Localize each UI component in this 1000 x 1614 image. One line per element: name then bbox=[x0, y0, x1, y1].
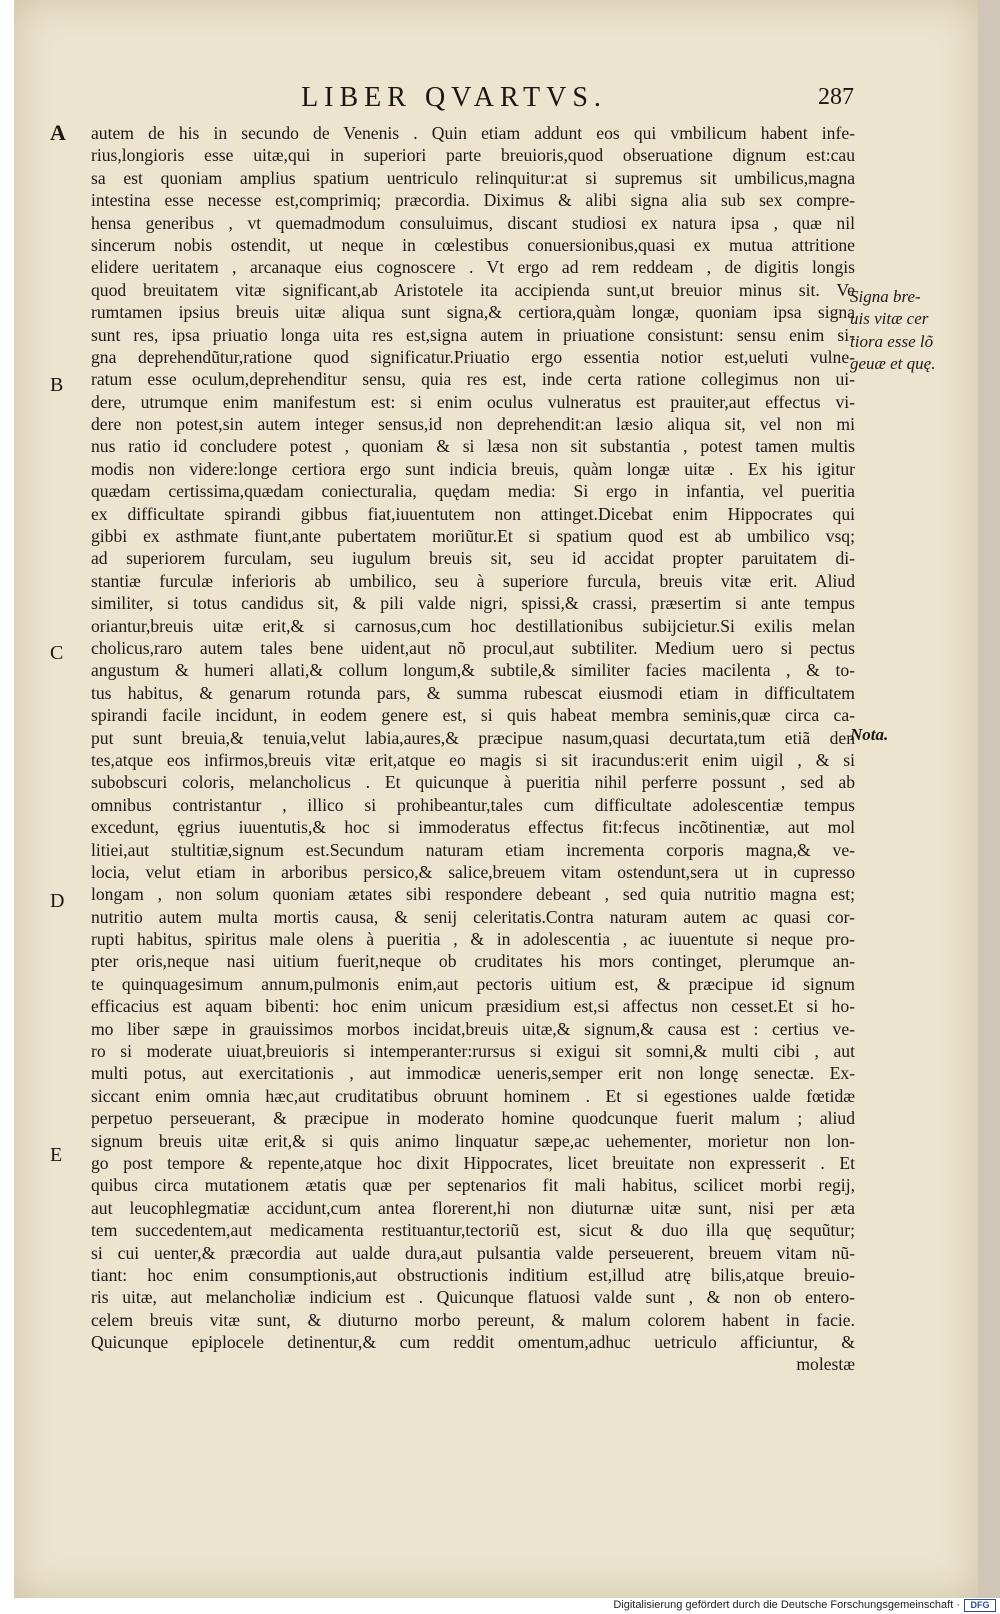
book-page bbox=[14, 0, 978, 1598]
text-line: Quicunque epiplocele detinentur,& cum reddit omentum,adhuc uetriculo afficiuntur, & bbox=[91, 1332, 855, 1353]
text-line: put sunt breuia,& tenuia,velut labia,aures,& præcipue nasum,quasi decurtata,tum etiã den bbox=[91, 727, 855, 748]
dfg-logo: DFG bbox=[964, 1599, 996, 1612]
text-line: autem de his in secundo de Venenis . Quin etiam addunt eos qui vmbilicum habent infe- bbox=[91, 123, 855, 143]
text-line: elidere ueritatem , arcanaque eius cognoscere . Vt ergo ad rem reddeam , de digitis longis bbox=[91, 257, 855, 278]
text-line: quædam certissima,quædam coniecturalia, quędam media: Si ergo in infantia, vel pueritia bbox=[91, 481, 855, 502]
marginal-line: uis vitæ cer bbox=[850, 309, 929, 329]
text-line: molestæ bbox=[796, 1354, 855, 1375]
text-line: stantiæ furculæ inferioris ab umbilico, seu à superiore furcula, breuis vitæ erit. Aliud bbox=[91, 570, 855, 591]
text-line: ad superiorem furculam, seu iugulum breuis sit, seu id accidat propter paruitatem di- bbox=[91, 548, 855, 569]
text-line: ratum esse oculum,deprehenditur sensu, quia res est, inde certa ratione collegimus non ui- bbox=[91, 369, 855, 390]
running-head bbox=[14, 82, 978, 122]
page-number: 287 bbox=[818, 84, 854, 110]
page-edge bbox=[978, 0, 1000, 1598]
text-line: tus habitus, & genarum rotunda pars, & summa rubescat eiusmodi etiam in difficultatem bbox=[91, 682, 855, 703]
section-letter-c: C bbox=[50, 642, 64, 664]
text-line: ex difficultate spirandi gibbus fiat,iuuentutem non attinget.Dicebat enim Hippocrates qui bbox=[91, 503, 855, 524]
text-line: tem succedentem,aut medicamenta restituantur,tectoriũ est, sicut & duo illa quę sequũtur; bbox=[91, 1220, 855, 1241]
section-letter-e: E bbox=[50, 1144, 63, 1166]
text-line: oriantur,breuis uitæ erit,& si carnosus,cum hoc destillationibus subijcietur.Si exilis melan bbox=[91, 615, 855, 636]
text-line: dere non potest,sin autem integer sensus,id non deprehendit:an læsio aliqua sit, vel non mi bbox=[91, 414, 855, 435]
text-line: gibbi ex asthmate fiunt,ante pubertatem moriũtur.Et si spatium quod est ab umbilico vsq; bbox=[91, 526, 855, 547]
running-head-title: LIBER QVARTVS. bbox=[301, 82, 607, 113]
text-line: quibus circa mutationem ætatis quæ per septenarios fit mali habitus, scilicet morbi regij, bbox=[91, 1175, 855, 1196]
text-line: tes,atque eos infirmos,breuis vitæ erit,atque eo magis si sit iracundus:erit enim uigil , & si bbox=[91, 749, 855, 770]
text-line: pter oris,neque nasi uitium fuerit,neque ob cruditates his mors continget, plerumque an- bbox=[91, 951, 855, 972]
text-line: subobscuri coloris, melancholicus . Et quicunque à pueritia nihil perferre possunt , sed ab bbox=[91, 772, 855, 793]
text-line: siccant enim omnia hæc,aut cruditatibus obruunt hominem . Et si egestiones ualde fœtidæ bbox=[91, 1085, 855, 1106]
text-line: litiei,aut stultitiæ,signum est.Secundum naturam etiam incrementa corporis magna,& ve- bbox=[91, 839, 855, 860]
text-line: nus ratio id concludere potest , quoniam & si læsa non sit substantia , potest tamen multis bbox=[91, 436, 855, 457]
text-line: aut leucophlegmatiæ accidunt,cum antea florerent,hi non diuturnæ uitæ sunt, nisi per æta bbox=[91, 1197, 855, 1218]
marginal-line: Nota. bbox=[850, 725, 889, 744]
marginal-note-signa bbox=[850, 286, 974, 376]
text-line: longam , non solum quoniam ætates sibi respondere debeant , sed quia nutritio magna est; bbox=[91, 884, 855, 905]
text-line: go post tempore & repente,atque hoc dixit Hippocrates, licet breuitate non expresserit . Et bbox=[91, 1152, 855, 1173]
marginal-line: geuæ et quę. bbox=[850, 354, 936, 374]
text-line: sincerum nobis ostendit, ut neque in cœlestibus conuersionibus,quasi ex mutua attritione bbox=[91, 234, 855, 255]
text-line: celem breuis vitæ sunt, & diuturno morbo pereunt, & malum colorem habent in facie. bbox=[91, 1309, 855, 1330]
text-line: spirandi facile incidunt, in eodem genere est, si quis habeat membra seminis,quæ circa ca- bbox=[91, 705, 855, 726]
marginal-note-nota bbox=[850, 724, 974, 746]
text-line: excedunt, ęgrius iuuentutis,& hoc si immoderatus effectus fit:fecus incõtinentiæ, aut mol bbox=[91, 817, 855, 838]
text-line: te quinquagesimum annum,pulmonis enim,aut pectoris uitium est, & præcipue id signum bbox=[91, 973, 855, 994]
body-text bbox=[91, 122, 855, 1376]
text-line: nutritio autem multa mortis causa, & senij celeritatis.Contra naturam autem ac quasi cor- bbox=[91, 906, 855, 927]
section-letter-d: D bbox=[50, 890, 65, 912]
text-line: sunt res, ipsa priuatio longa uita res est,signa autem in priuatione consistunt: sensu enim si- bbox=[91, 324, 855, 345]
text-line: locia, velut etiam in arboribus persico,& salice,breuem vitam ostendunt,sera ut in cupresso bbox=[91, 861, 855, 882]
text-line: ris uitæ, aut melancholiæ indicium est . Quicunque flatuosi valde sunt , & non ob entero- bbox=[91, 1287, 855, 1308]
text-line: rupti habitus, spiritus male olens à pueritia , & in adolescentia , ac iuuentute si neque pro- bbox=[91, 929, 855, 950]
text-line: omnibus contristantur , illico si prohibeantur,tales cum difficultate adolescentiæ tempus bbox=[91, 794, 855, 815]
text-line: efficacius est aquam bibenti: hoc enim unicum præsidium est,si affectus non cesset.Et si ho- bbox=[91, 996, 855, 1017]
text-line: rumtamen ipsius breuis uitæ aliqua sunt signa,& certiora,quàm longæ, quoniam ipsa signa bbox=[91, 302, 855, 323]
text-line: rius,longioris esse uitæ,qui in superiori parte breuioris,quod obseruatione dignum est:cau bbox=[91, 145, 855, 166]
text-line: sa est quoniam amplius spatium uentriculo relinquitur:at si supremus sit umbilicus,magna bbox=[91, 167, 855, 188]
text-line: quod breuitatem vitæ significant,ab Aristotele ita accipienda sunt,ut breuior minus sit. Ve bbox=[91, 279, 855, 300]
text-line: gna deprehendũtur,ratione quod significatur.Priuatio ergo essentia notior est,ueluti vulne- bbox=[91, 346, 855, 367]
text-line: similiter, si totus candidus sit, & pili valde nigri, spissi,& crassi, præsertim si ante tempus bbox=[91, 593, 855, 614]
section-letter-b: B bbox=[50, 374, 64, 396]
text-line: ro si moderate uiuat,breuioris si intemperanter:rursus si exigui sit somni,& multi cibi , aut bbox=[91, 1041, 855, 1062]
marginal-line: Signa bre- bbox=[850, 287, 921, 306]
section-letter-a: A bbox=[50, 120, 66, 145]
text-line: mo liber sæpe in grauissimos morbos incidat,breuis uitæ,& signum,& causa est : certius ve- bbox=[91, 1018, 855, 1039]
text-line: intestina esse necesse est,comprimiq; præcordia. Diximus & alibi signa alia sub sex compre- bbox=[91, 190, 855, 211]
text-line: angustum & humeri allati,& collum longum,& subtile,& similiter facies macilenta , & to- bbox=[91, 660, 855, 681]
text-line: multi potus, aut exercitationis , aut immodicæ ueneris,semper erit non longę senectæ. Ex- bbox=[91, 1063, 855, 1084]
text-line: signum breuis uitæ erit,& si quis animo linquatur sæpe,ac uehementer, morietur non lon- bbox=[91, 1130, 855, 1151]
footer-bar bbox=[0, 1598, 1000, 1614]
text-line: dere, utrumque enim manifestum est: si enim oculus vulneratus est prauiter,aut effectus vi- bbox=[91, 391, 855, 412]
marginal-line: tiora esse lõ bbox=[850, 331, 934, 351]
text-line: si cui uenter,& præcordia aut ualde dura,aut pulsantia valde perseuerent, breuem vitam nũ- bbox=[91, 1242, 855, 1263]
text-line: perpetuo perseuerant, & præcipue in moderato homine quodcunque fuerit malum ; aliud bbox=[91, 1108, 855, 1129]
text-line: hensa generibus , vt quemadmodum consuluimus, discant studiosi ex natura ipsa , quæ nil bbox=[91, 212, 855, 233]
footer-text: Digitalisierung gefördert durch die Deutsche Forschungsgemeinschaft · bbox=[613, 1599, 960, 1611]
text-line: tiant: hoc enim consumptionis,aut obstructionis inditium est,illud atrę bilis,atque breuio- bbox=[91, 1264, 855, 1285]
text-line: modis non videre:longe certiora ergo sunt indicia breuis, quàm longæ uitæ . Ex his igitur bbox=[91, 458, 855, 479]
text-line: cholicus,raro autem tales bene uident,aut nõ procul,aut subtiliter. Medium uero si pectus bbox=[91, 637, 855, 658]
